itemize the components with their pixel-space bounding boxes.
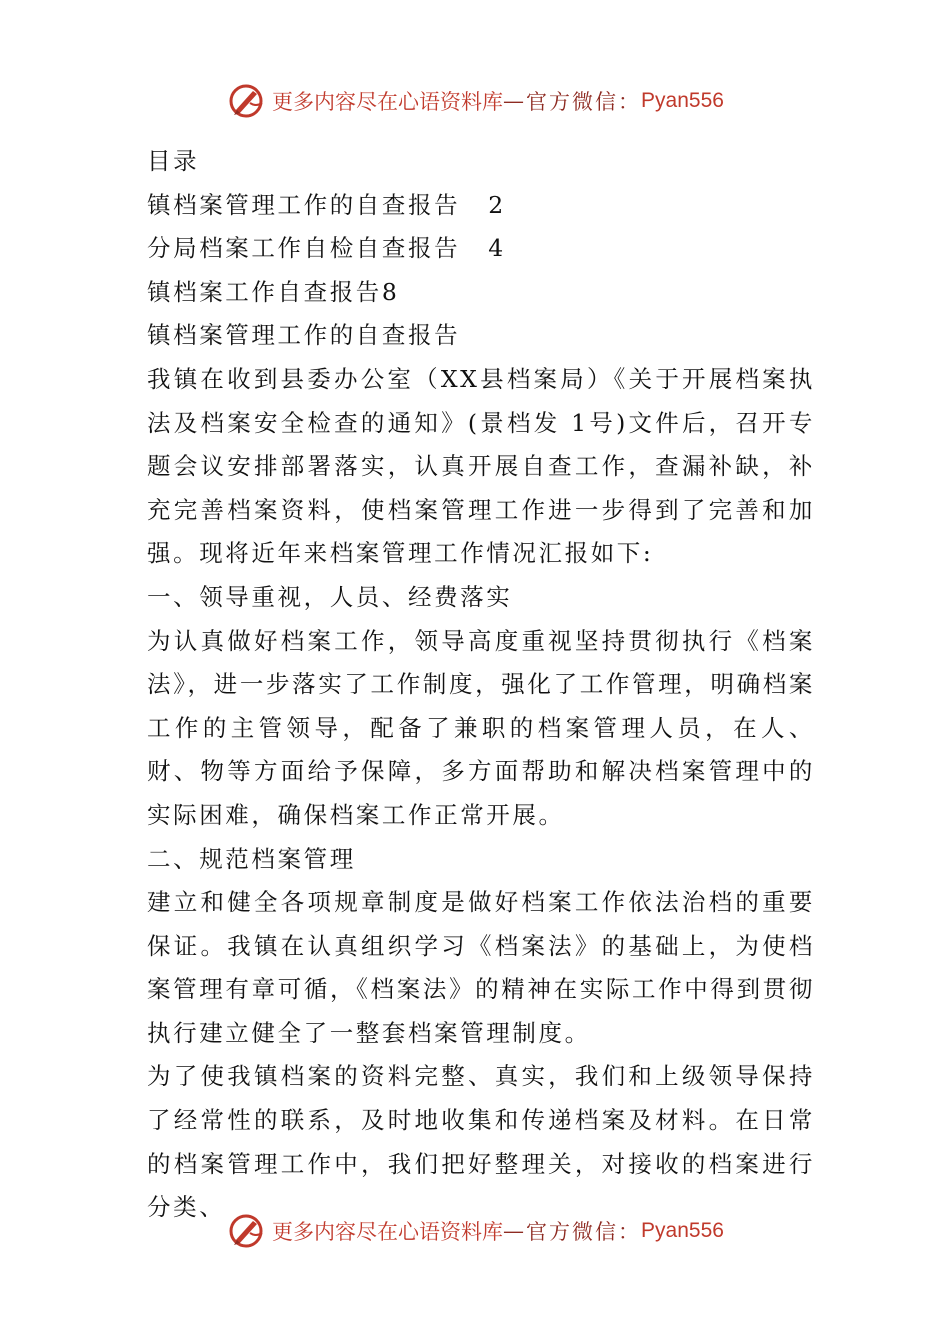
toc-entry-page: 2: [488, 190, 506, 219]
banner-wechat-id: Pyan556: [641, 89, 724, 112]
toc-entry-title: 镇档案管理工作的自查报告: [147, 190, 461, 219]
toc-heading: 目录: [147, 147, 200, 175]
banner-brand-text: 更多内容尽在心语资料库: [272, 90, 504, 114]
intro-paragraph: 我镇在收到县委办公室（XX县档案局）《关于开展档案执法及档案安全检查的通知》(景档发 1号)文件后，召开专题会议安排部署落实，认真开展自查工作，查漏补缺，补充完善档案资料，使档案管理工作进一步得到了完善和加强。现将近年来档案管理工作情况汇报如下:: [147, 364, 815, 568]
toc-entry[interactable]: [147, 271, 815, 315]
toc-entry[interactable]: [147, 184, 815, 228]
banner-dash: —: [503, 1219, 527, 1243]
section-2-heading: 二、规范档案管理: [147, 844, 356, 873]
banner-brand-text: 更多内容尽在心语资料库: [272, 1220, 504, 1244]
section-2-paragraph-1: 建立和健全各项规章制度是做好档案工作依法治档的重要保证。我镇在认真组织学习《档案法》的基础上，为使档案管理有章可循，《档案法》的精神在实际工作中得到贯彻执行建立健全了一整套档案管理制度。: [147, 888, 815, 1047]
footer-banner: [0, 1206, 950, 1256]
section-1-paragraph: 为认真做好档案工作，领导高度重视坚持贯彻执行《档案法》，进一步落实了工作制度，强化了工作管理，明确档案工作的主管领导，配备了兼职的档案管理人员，在人、财、物等方面给予保障，多方面帮助和解决档案管理中的实际困难，确保档案工作正常开展。: [147, 626, 815, 829]
pen-logo-icon: [226, 81, 266, 121]
banner-wechat-id: Pyan556: [641, 1219, 724, 1242]
banner-dash: —: [503, 89, 527, 113]
toc-entry-title: 分局档案工作自检自查报告: [147, 234, 461, 263]
header-banner: [0, 76, 950, 126]
banner-official-label: 官方微信：: [526, 90, 642, 114]
section-1-heading: 一、领导重视，人员、经费落实: [147, 582, 513, 611]
toc-entry-title: 镇档案工作自查报告8: [147, 277, 400, 306]
section-2-paragraph-2: 为了使我镇档案的资料完整、真实，我们和上级领导保持了经常性的联系，及时地收集和传递档案及材料。在日常的档案管理工作中，我们把好整理关，对接收的档案进行分类、: [147, 1062, 815, 1222]
banner-official-label: 官方微信：: [526, 1220, 642, 1244]
toc-entry-page: 4: [488, 234, 506, 263]
document-title: 镇档案管理工作的自查报告: [147, 321, 461, 350]
document-body: [147, 140, 815, 1230]
pen-logo-icon: [226, 1211, 266, 1251]
toc-entry[interactable]: [147, 227, 815, 271]
